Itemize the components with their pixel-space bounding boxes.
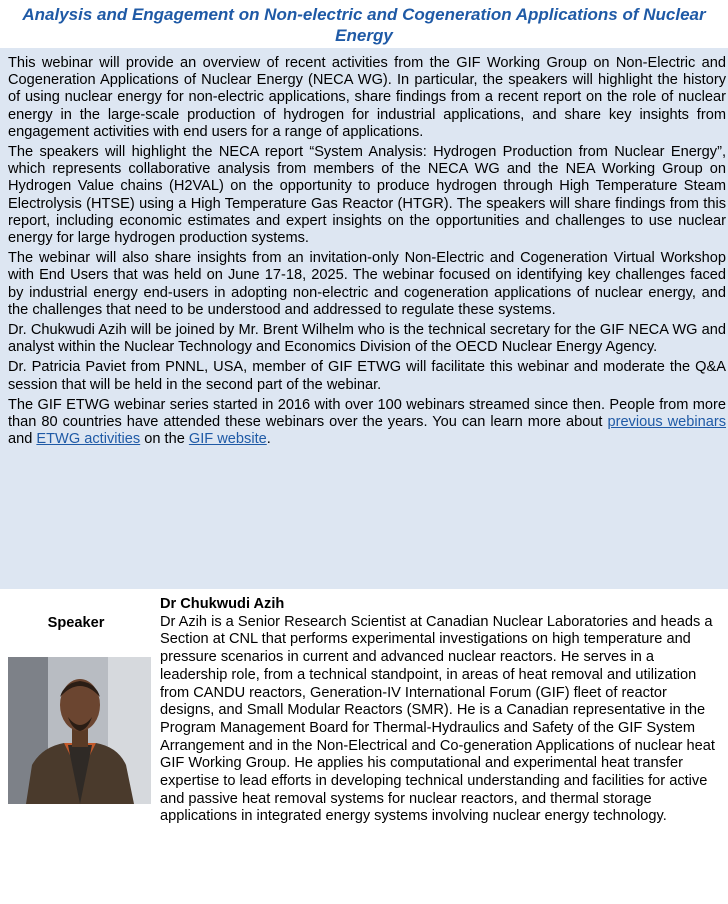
paragraph-text: The GIF ETWG webinar series started in 2016 with over 100 webinars streamed since then. People from more than 80 countries have attended these webinars over the years. You can learn more about xyxy=(8,396,726,431)
speaker-portrait-illustration xyxy=(8,657,151,804)
abstract-paragraph: Dr. Chukwudi Azih will be joined by Mr. Brent Wilhelm who is the technical secretary for the GIF NECA WG and analyst within the Nuclear Technology and Economics Division of the OECD Nuclear Energy Agency. xyxy=(8,322,726,356)
abstract-section xyxy=(0,48,728,589)
speaker-label: Speaker xyxy=(47,615,105,631)
gif-website-link[interactable]: GIF website xyxy=(188,431,267,448)
paragraph-text: on the xyxy=(140,431,189,448)
abstract-paragraph: Dr. Patricia Paviet from PNNL, USA, member of GIF ETWG will facilitate this webinar and moderate the Q&A session that will be held in the second part of the webinar. xyxy=(8,359,726,393)
paragraph-text: and xyxy=(8,431,37,448)
abstract-paragraph: The webinar will also share insights from an invitation-only Non-Electric and Cogeneration Virtual Workshop with End Users that was held on June 17-18, 2025. The webinar focused on identifying key challenges faced by industrial energy end-users in adopting non-electric and cogeneration applications of nuclear energy, and the challenges that need to be understood and addressed to regulate these systems. xyxy=(8,250,726,318)
paragraph-text: . xyxy=(266,431,271,448)
page-title: Analysis and Engagement on Non-electric and Cogeneration Applications of Nuclear Energy xyxy=(22,5,706,45)
speaker-bio-section xyxy=(160,596,725,826)
abstract-paragraph: This webinar will provide an overview of recent activities from the GIF Working Group on Non-Electric and Cogeneration Applications of Nuclear Energy (NECA WG). In particular, the speakers will highlight the history of using nuclear energy for non-electric applications, share findings from a recent report on the role of nuclear energy in the large-scale production of hydrogen for industrial applications, and share key insights from engagement activities with end users for a range of applications. xyxy=(8,55,726,140)
speaker-bio: Dr Azih is a Senior Research Scientist at Canadian Nuclear Laboratories and heads a Section at CNL that performs experimental investigations on high temperature and pressure scenarios in current and advanced nuclear reactors. He serves in a leadership role, from a technical standpoint, in areas of heat removal and utilization from CANDU reactors, Generation-IV International Forum (GIF) fleet of reactor designs, and Small Modular Reactors (SMR). He is a Canadian representative in the Program Management Board for Thermal-Hydraulics and Safety of the GIF System Arrangement and in the Non-Electrical and Co-generation Applications of nuclear heat GIF Working Group. He applies his computational and experimental heat transfer expertise to lead efforts in developing technical understanding and facilities for active and passive heat removal systems for nuclear reactors, and thermal storage applications in integrated energy systems involving nuclear energy technology. xyxy=(160,613,715,825)
previous-webinars-link[interactable]: previous webinars xyxy=(607,414,727,431)
abstract-paragraph xyxy=(8,397,726,449)
abstract-paragraph: The speakers will highlight the NECA report “System Analysis: Hydrogen Production from Nuclear Energy”, which represents collaborative analysis from members of the NECA WG and the NEA Working Group on Hydrogen Value chains (H2VAL) on the opportunity to produce hydrogen through High Temperature Steam Electrolysis (HTSE) using a High Temperature Gas Reactor (HTGR). The speakers will share findings from this report, including economic estimates and expert insights on the opportunities and challenges to use nuclear energy for large hydrogen production systems. xyxy=(8,144,726,247)
speaker-name: Dr Chukwudi Azih xyxy=(160,596,285,612)
etwg-activities-link[interactable]: ETWG activities xyxy=(36,431,141,448)
speaker-photo xyxy=(8,657,151,804)
